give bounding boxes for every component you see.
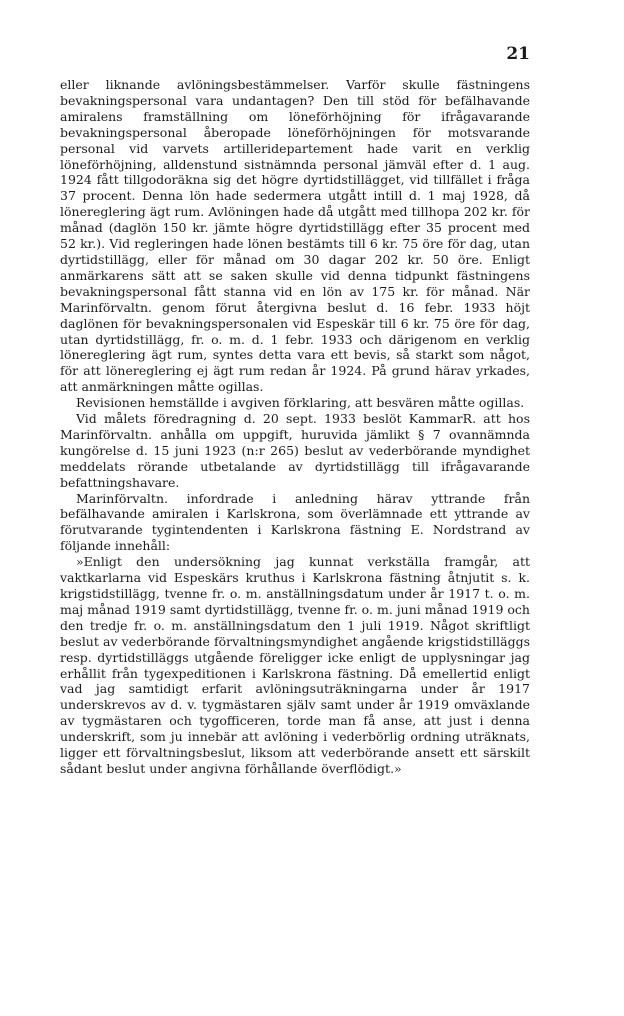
- body-text: [60, 77, 530, 777]
- paragraph-foredragning: Vid målets föredragning d. 20 sept. 1933 beslöt KammarR. att hos Marinförvaltn. anhålla om uppgift, huruvida jämlikt § 7 ovannämnda kungörelse d. 15 juni 1923 (n:r 265) beslut av vederbörande myndighet meddelats rörande utbetalande av dyrtidstillägg till ifrågavarande befattningshavare.: [60, 411, 530, 490]
- paragraph-quotation: »Enligt den undersökning jag kunnat verkställa framgår, att vaktkarlarna vid Espeskärs kruthus i Karlskrona fästning åtnjutit s. k. krigstidstillägg, tvenne fr. o. m. anställningsdatum under år 1917 t. o. m. maj månad 1919 samt dyrtidstillägg, tvenne fr. o. m. juni månad 1919 och den tredje fr. o. m. anställningsdatum den 1 juli 1919. Något skriftligt beslut av vederbörande förvaltningsmyndighet angående krigstidstilläggs resp. dyrtidstilläggs utgående föreligger icke enligt de upplysningar jag erhållit från tygexpeditionen i Karlskrona fästning. Då emellertid enligt vad jag samtidigt erfarit avlöningsuträkningarna under år 1917 underskrevos av d. v. tygmästaren själv samt under år 1919 omväxlande av tygmästaren och tygofficeren, torde man få anse, att just i denna underskrift, som ju innebär att avlöning i vederbörlig ordning uträknats, ligger ett förvaltningsbeslut, liksom att vederbörande ansett ett särskilt sådant beslut under angivna förhållande överflödigt.»: [60, 554, 530, 776]
- paragraph-continuation: eller liknande avlöningsbestämmelser. Varför skulle fästningens bevakningspersonal vara undantagen? Den till stöd för befälhavande amiralens framställning om löneförhöjning för ifrågavarande bevakningspersonal åberopade löneförhöjningen för motsvarande personal vid varvets artilleridepartement hade varit en verklig löneförhöjning, alldenstund sistnämnda personal jämväl efter d. 1 aug. 1924 fått tillgodoräkna sig det högre dyrtidstillägget, vid tillfället i fråga 37 procent. Denna lön hade sedermera utgått intill d. 1 maj 1928, då lönereglering ägt rum. Avlöningen hade då utgått med tillhopa 202 kr. för månad (daglön 150 kr. jämte högre dyrtidstillägg efter 35 procent med 52 kr.). Vid regleringen hade lönen bestämts till 6 kr. 75 öre för dag, utan dyrtidstillägg, eller för månad om 30 dagar 202 kr. 50 öre. Enligt anmärkarens sätt att se saken skulle vid denna tidpunkt fästningens bevakningspersonal fått stanna vid en lön av 175 kr. för månad. När Marinförvaltn. genom förut återgivna beslut d. 16 febr. 1933 höjt daglönen för bevakningspersonalen vid Espeskär till 6 kr. 75 öre för dag, utan dyrtidstillägg, fr. o. m. d. 1 febr. 1933 och därigenom en verklig lönereglering ägt rum, syntes detta vara ett bevis, så starkt som något, för att lönereglering ej ägt rum redan år 1924. På grund härav yrkades, att anmärkningen måtte ogillas.: [60, 77, 530, 395]
- paragraph-marinforvaltn: Marinförvaltn. infordrade i anledning härav yttrande från befälhavande amiralen i Karlskrona, som överlämnade ett yttrande av förutvarande tygintendenten i Karlskrona fästning E. Nordstrand av följande innehåll:: [60, 490, 530, 554]
- paragraph-revisionen: Revisionen hemställde i avgiven förklaring, att besvären måtte ogillas.: [76, 395, 525, 411]
- page-number: 21: [506, 44, 530, 64]
